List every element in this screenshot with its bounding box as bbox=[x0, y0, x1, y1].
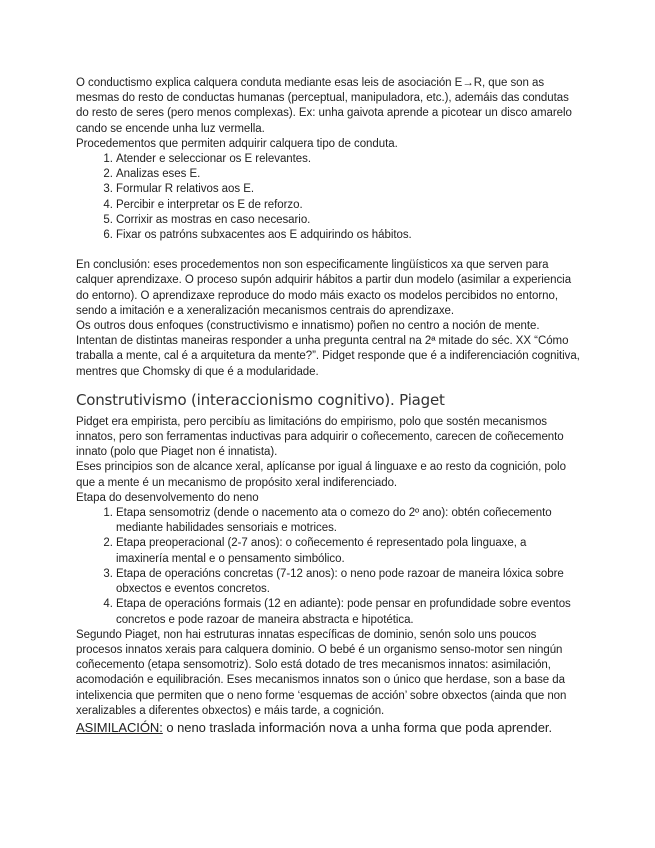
procedure-item: 1. Atender e seleccionar os E relevantes. bbox=[116, 152, 581, 167]
procedure-item: 3. Formular R relativos aos E. bbox=[116, 182, 581, 197]
piaget-empiricism-paragraph: Pidget era empirista, pero percibíu as limitacións do empirismo, polo que sostén mecanismos innatos, pero son ferramentas inductivas para adquirir o coñecemento, carecen de coñecemento innato (polo que Piaget non é innatista). bbox=[76, 415, 564, 459]
stages-intro: Etapa do desenvolvemento do neno bbox=[76, 491, 259, 504]
procedure-item: 4. Percibir e interpretar os E de reforzo. bbox=[116, 198, 581, 213]
assimilation-text: o neno traslada información nova a unha forma que poda aprender. bbox=[162, 719, 553, 735]
intro-paragraph: O conductismo explica calquera conduta mediante esas leis de asociación E→R, que son as mesmas do resto de conductas humanas (perceptual, manipuladora, etc.), ademáis das condutas do resto de seres (pero menos complexas). Ex: unha gaivota aprende a picotear un disco amarelo cando se encende unha luz vermella. bbox=[76, 77, 572, 135]
stage-item: 2. Etapa preoperacional (2-7 anos): o coñecemento é representado pola linguaxe, a imaxinería mental e o pensamento simbólico. bbox=[116, 536, 581, 566]
section-heading: Construtivismo (interaccionismo cognitivo). Piaget bbox=[76, 390, 445, 409]
procedures-list bbox=[76, 152, 581, 243]
stage-item: 4. Etapa de operacións formais (12 en adiante): pode pensar en profundidade sobre eventos concretos e pode razoar de maneira abstracta e hipotética. bbox=[116, 597, 581, 627]
paragraph-spacer bbox=[76, 243, 581, 258]
assimilation-term: ASIMILACIÓN: bbox=[76, 719, 163, 735]
procedure-item: 2. Analizas eses E. bbox=[116, 167, 581, 182]
procedure-item: 6. Fixar os patróns subxacentes aos E adquirindo os hábitos. bbox=[116, 228, 581, 243]
general-principles-paragraph: Eses principios son de alcance xeral, aplícanse por igual á linguaxe e ao resto da cognición, polo que a mente é un mecanismo de propósito xeral indiferenciado. bbox=[76, 461, 566, 489]
procedures-intro: Procedementos que permiten adquirir calquera tipo de conduta. bbox=[76, 137, 398, 150]
assimilation-definition bbox=[76, 720, 581, 736]
procedure-item: 5. Corrixir as mostras en caso necesario. bbox=[116, 213, 581, 228]
stage-item: 3. Etapa de operacións concretas (7-12 anos): o neno pode razoar de maneira lóxica sobre obxectos e eventos concretos. bbox=[116, 567, 581, 597]
stage-item: 1. Etapa sensomotriz (dende o nacemento ata o comezo do 2º ano): obtén coñecemento mediante habilidades sensoriais e motrices. bbox=[116, 506, 581, 536]
conclusion-paragraph: En conclusión: eses procedementos non son especificamente lingüísticos xa que serven para calquer aprendizaxe. O proceso supón adquirir hábitos a partir dun modelo (asimilar a experiencia do entorno). O aprendizaxe reproduce do modo máis exacto os modelos percibidos no entorno, sendo a imitación e a xeneralización mecanismos centrais do aprendizaxe. bbox=[76, 259, 572, 317]
stages-list bbox=[76, 506, 581, 628]
innate-mechanisms-paragraph: Segundo Piaget, non hai estruturas innatas específicas de dominio, senón solo uns poucos procesos innatos xerais para calquera dominio. O bebé é un organismo senso-motor sen ningún coñecemento (etapa sensomotriz). Solo está dotado de tres mecanismos innatos: asimilación, acomodación e equilibración. Eses mecanismos innatos son o único que herdase, son a base da intelixencia que permiten que o neno forme ‘esquemas de acción’ sobre obxectos (ainda que non xeralizables a diferentes obxectos) e máis tarde, a cognición. bbox=[76, 628, 567, 717]
approaches-paragraph: Os outros dous enfoques (constructivismo e innatismo) poñen no centro a noción de mente. Intentan de distintas maneiras responder a unha pregunta central na 2ª mitade do séc. XX “Cómo traballa a mente, cal é a arquitetura da mente?”. Pidget responde que é a indiferenciación cognitiva, mentres que Chomsky di que é a modularidade. bbox=[76, 320, 580, 378]
